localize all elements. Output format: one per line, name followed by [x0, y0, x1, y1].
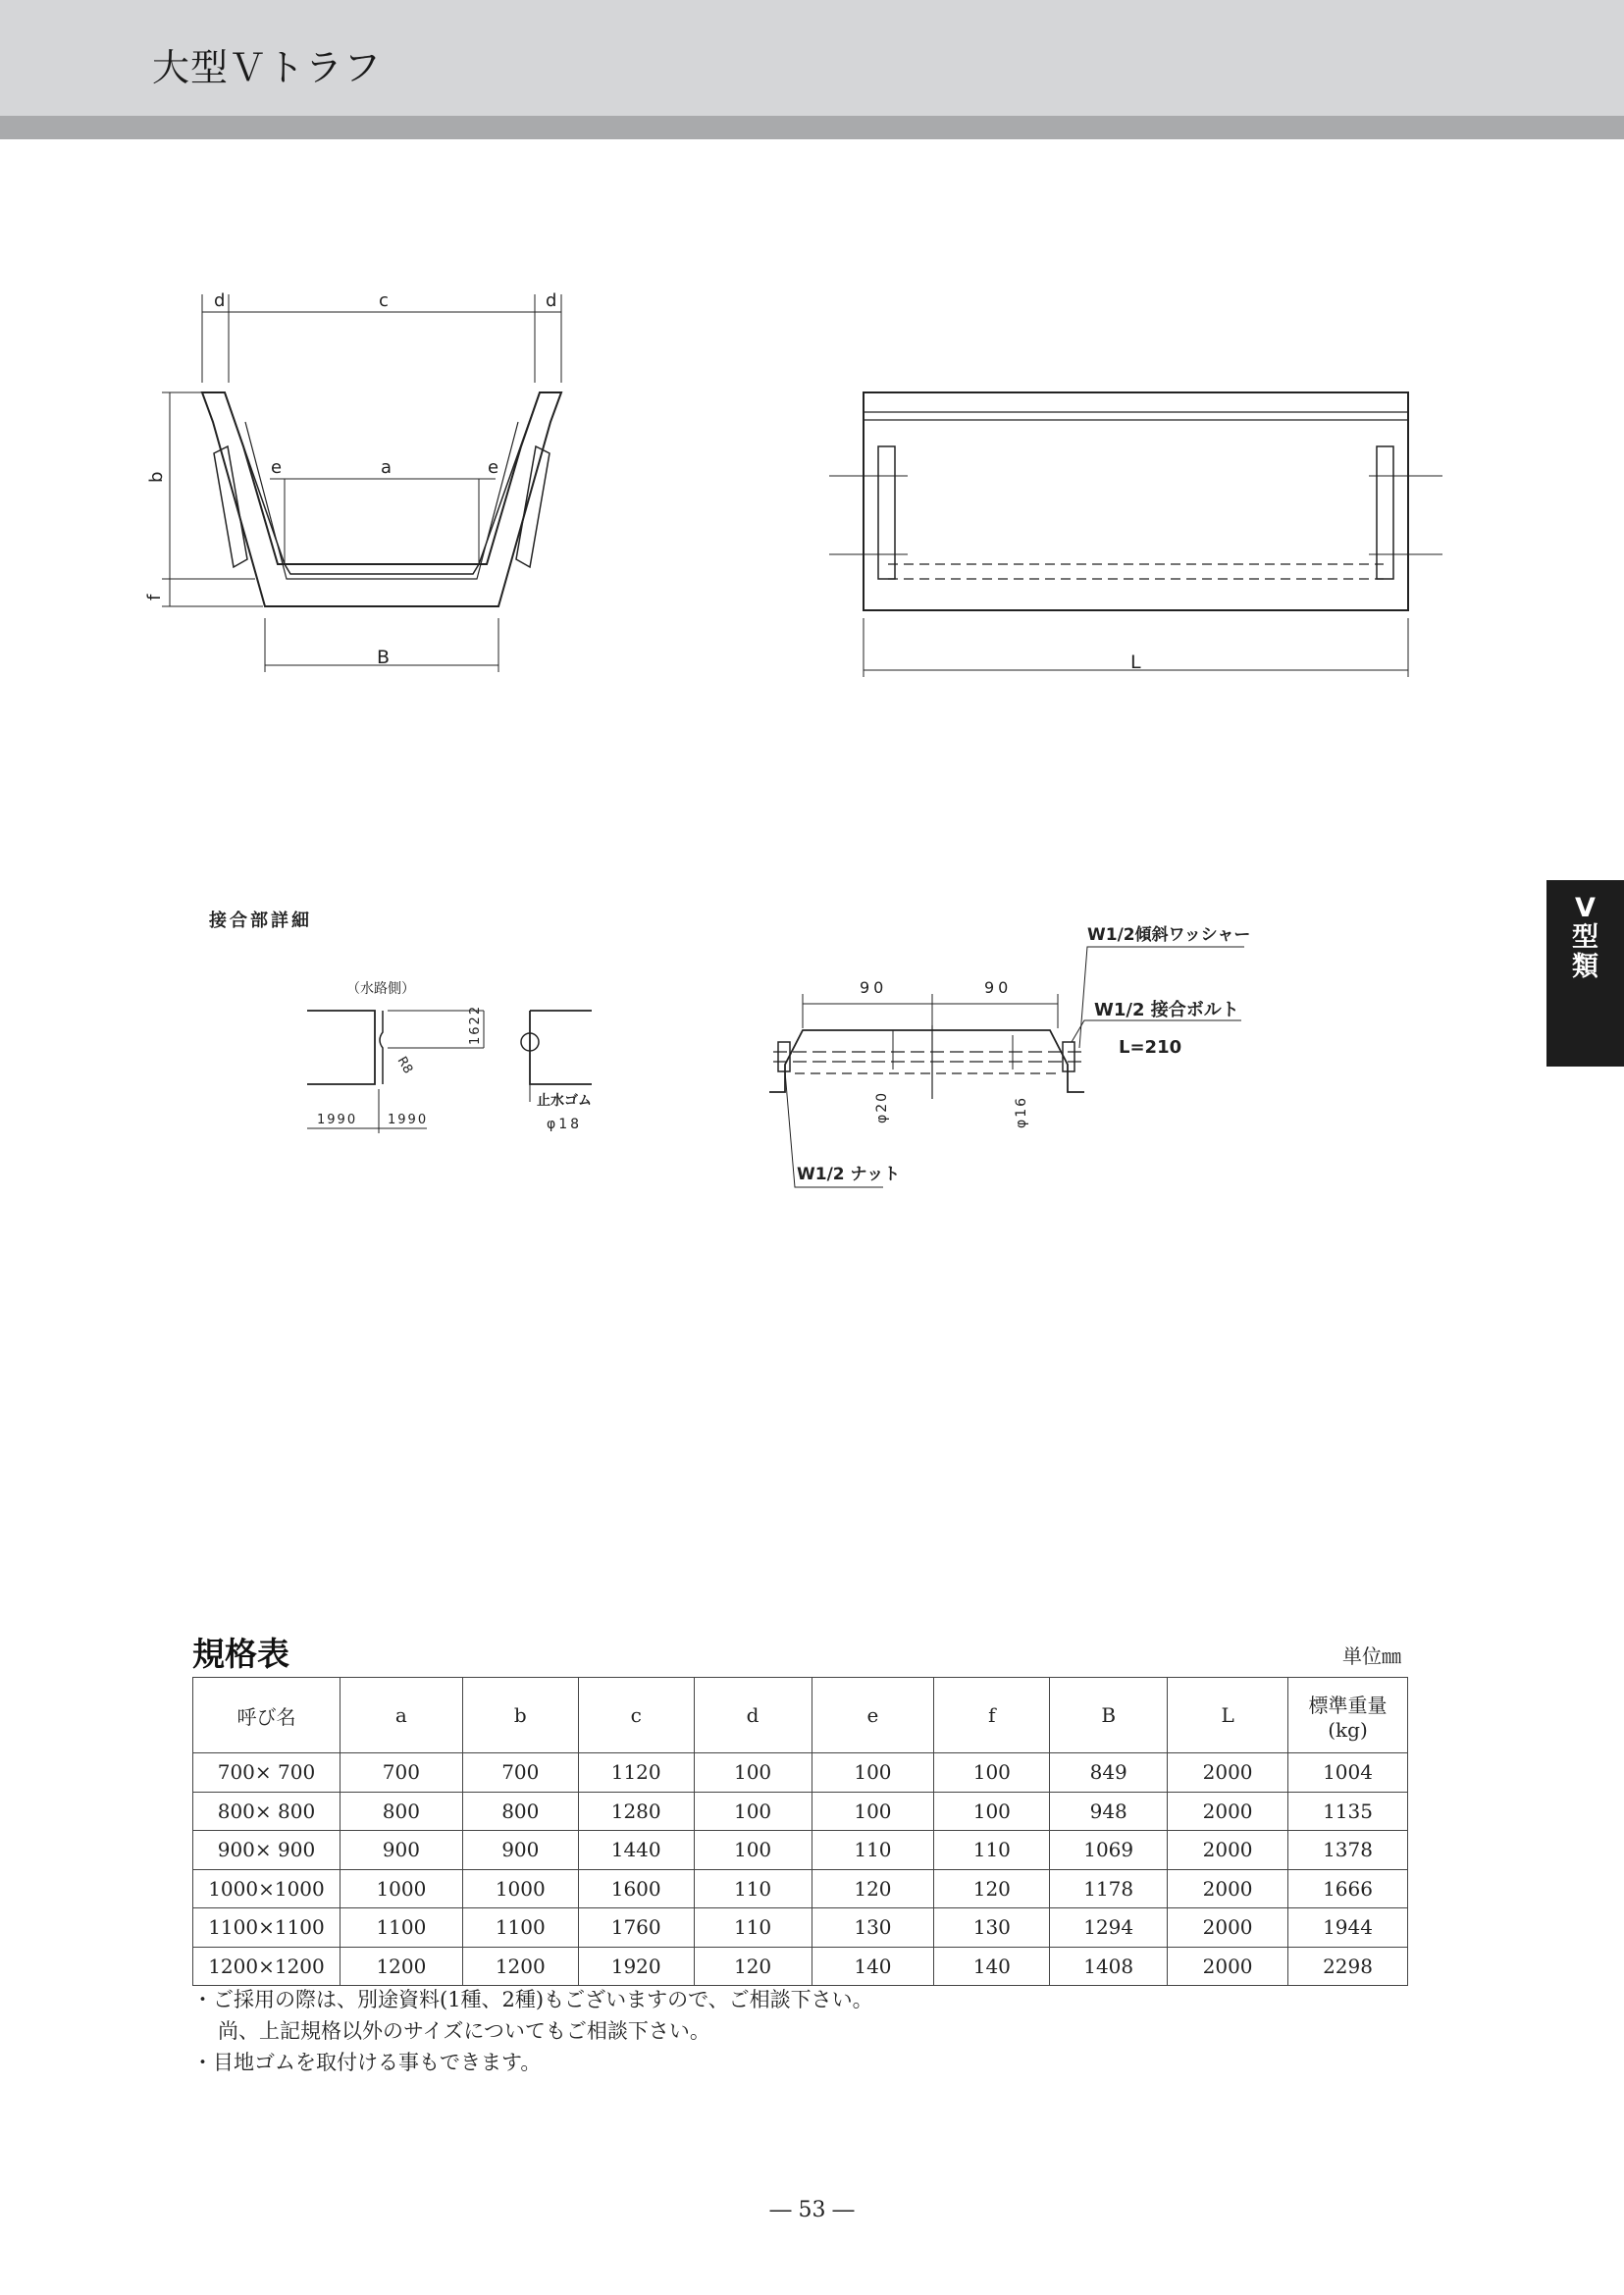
joint-detail-label: 接合部詳細 — [209, 911, 312, 931]
table-cell: 1944 — [1288, 1908, 1408, 1948]
table-cell: 110 — [812, 1831, 934, 1870]
table-cell: 2000 — [1168, 1792, 1288, 1831]
dim-f: f — [144, 594, 165, 600]
table-cell: 1004 — [1288, 1753, 1408, 1793]
table-cell: 100 — [812, 1753, 934, 1793]
table-cell: 1280 — [578, 1792, 694, 1831]
table-cell: 1000 — [340, 1869, 462, 1908]
table-cell: 800 — [340, 1792, 462, 1831]
table-cell: 100 — [934, 1753, 1050, 1793]
rubber-dia-label: φ18 — [547, 1117, 583, 1132]
weight-header-line1: 標準重量 — [1308, 1693, 1388, 1717]
table-cell: 948 — [1050, 1792, 1168, 1831]
dim-1622: 1622 — [468, 1004, 483, 1045]
nut-label: W1/2 ナット — [797, 1165, 901, 1184]
page-number: ― 53 ― — [769, 2198, 855, 2222]
dim-90-right: 90 — [984, 978, 1013, 997]
dia-16-label: φ16 — [1014, 1095, 1029, 1128]
col-header: f — [934, 1678, 1050, 1753]
table-cell: 2000 — [1168, 1831, 1288, 1870]
side-tab-label: 型 — [1572, 922, 1598, 953]
col-header: a — [340, 1678, 462, 1753]
rubber-label: 止水ゴム — [537, 1093, 592, 1109]
water-side-label: （水路側） — [346, 981, 415, 997]
table-cell: 1100 — [340, 1908, 462, 1948]
table-cell: 1120 — [578, 1753, 694, 1793]
table-cell: 1000 — [462, 1869, 578, 1908]
bolt-length-label: L=210 — [1119, 1037, 1182, 1058]
table-cell: 100 — [694, 1753, 812, 1793]
table-cell: 800 — [462, 1792, 578, 1831]
table-cell: 1920 — [578, 1947, 694, 1986]
spec-table — [192, 1677, 1408, 1986]
table-cell: 900× 900 — [193, 1831, 341, 1870]
table-row — [193, 1753, 1408, 1793]
table-cell: 2000 — [1168, 1947, 1288, 1986]
dia-20-label: φ20 — [874, 1090, 890, 1123]
dim-B: B — [377, 647, 391, 668]
table-cell: 2298 — [1288, 1947, 1408, 1986]
table-cell: 2000 — [1168, 1908, 1288, 1948]
table-cell: 1200×1200 — [193, 1947, 341, 1986]
dim-d-right: d — [546, 290, 557, 311]
washer-label: W1/2傾斜ワッシャー — [1087, 925, 1251, 945]
table-cell: 1200 — [340, 1947, 462, 1986]
table-cell: 100 — [694, 1792, 812, 1831]
table-cell: 120 — [812, 1869, 934, 1908]
table-cell: 110 — [694, 1869, 812, 1908]
dim-b: b — [146, 471, 167, 483]
table-cell: 849 — [1050, 1753, 1168, 1793]
unit-label: 単位㎜ — [1342, 1644, 1401, 1668]
table-cell: 100 — [812, 1792, 934, 1831]
table-cell: 1666 — [1288, 1869, 1408, 1908]
dim-1990-left: 1990 — [317, 1113, 358, 1127]
table-row — [193, 1831, 1408, 1870]
table-cell: 1069 — [1050, 1831, 1168, 1870]
table-row — [193, 1908, 1408, 1948]
col-header: B — [1050, 1678, 1168, 1753]
table-cell: 800× 800 — [193, 1792, 341, 1831]
table-cell: 1294 — [1050, 1908, 1168, 1948]
table-cell: 700 — [340, 1753, 462, 1793]
table-cell: 120 — [694, 1947, 812, 1986]
col-header: c — [578, 1678, 694, 1753]
trough-side-view — [864, 392, 1408, 610]
col-header: e — [812, 1678, 934, 1753]
spec-title: 規格表 — [192, 1635, 289, 1673]
dim-90-left: 90 — [860, 978, 888, 997]
table-cell: 100 — [694, 1831, 812, 1870]
table-cell: 1000×1000 — [193, 1869, 341, 1908]
table-cell: 130 — [934, 1908, 1050, 1948]
table-cell: 700× 700 — [193, 1753, 341, 1793]
table-cell: 1178 — [1050, 1869, 1168, 1908]
table-cell: 1378 — [1288, 1831, 1408, 1870]
table-cell: 900 — [462, 1831, 578, 1870]
table-cell: 2000 — [1168, 1869, 1288, 1908]
col-header: b — [462, 1678, 578, 1753]
table-row — [193, 1869, 1408, 1908]
table-row — [193, 1947, 1408, 1986]
table-cell: 1200 — [462, 1947, 578, 1986]
spec-header-row — [193, 1678, 1408, 1753]
weight-header-line2: (kg) — [1328, 1717, 1368, 1742]
table-row — [193, 1792, 1408, 1831]
col-header-weight — [1288, 1678, 1408, 1753]
table-cell: 120 — [934, 1869, 1050, 1908]
table-cell: 110 — [934, 1831, 1050, 1870]
table-cell: 140 — [812, 1947, 934, 1986]
dim-1990-right: 1990 — [388, 1113, 429, 1127]
table-cell: 140 — [934, 1947, 1050, 1986]
table-cell: 100 — [934, 1792, 1050, 1831]
note-line: ・ご採用の際は、別途資料(1種、2種)もございますので、ご相談下さい。 — [192, 1988, 873, 2011]
col-header: 呼び名 — [193, 1678, 341, 1753]
col-header: d — [694, 1678, 812, 1753]
table-cell: 2000 — [1168, 1753, 1288, 1793]
table-cell: 700 — [462, 1753, 578, 1793]
side-tab-label: 類 — [1572, 952, 1598, 982]
radius-label: R8 — [393, 1054, 416, 1076]
note-line: 尚、上記規格以外のサイズについてもご相談下さい。 — [218, 2019, 710, 2043]
table-cell: 1440 — [578, 1831, 694, 1870]
notes — [192, 1984, 873, 2078]
table-cell: 1408 — [1050, 1947, 1168, 1986]
table-cell: 110 — [694, 1908, 812, 1948]
table-cell: 900 — [340, 1831, 462, 1870]
table-cell: 1600 — [578, 1869, 694, 1908]
note-line: ・目地ゴムを取付ける事もできます。 — [192, 2051, 542, 2074]
dim-e-right: e — [488, 457, 499, 478]
dim-c: c — [379, 290, 389, 311]
dim-d-left: d — [214, 290, 226, 311]
table-cell: 1760 — [578, 1908, 694, 1948]
dim-a: a — [381, 457, 393, 478]
table-cell: 1100 — [462, 1908, 578, 1948]
side-tab-label: V — [1575, 893, 1596, 923]
dim-e-left: e — [271, 457, 283, 478]
table-cell: 130 — [812, 1908, 934, 1948]
bolt-label: W1/2 接合ボルト — [1094, 1000, 1239, 1020]
dim-L: L — [1130, 652, 1141, 673]
table-cell: 1100×1100 — [193, 1908, 341, 1948]
col-header: L — [1168, 1678, 1288, 1753]
page-title: 大型Ｖトラフ — [152, 46, 383, 89]
table-cell: 1135 — [1288, 1792, 1408, 1831]
